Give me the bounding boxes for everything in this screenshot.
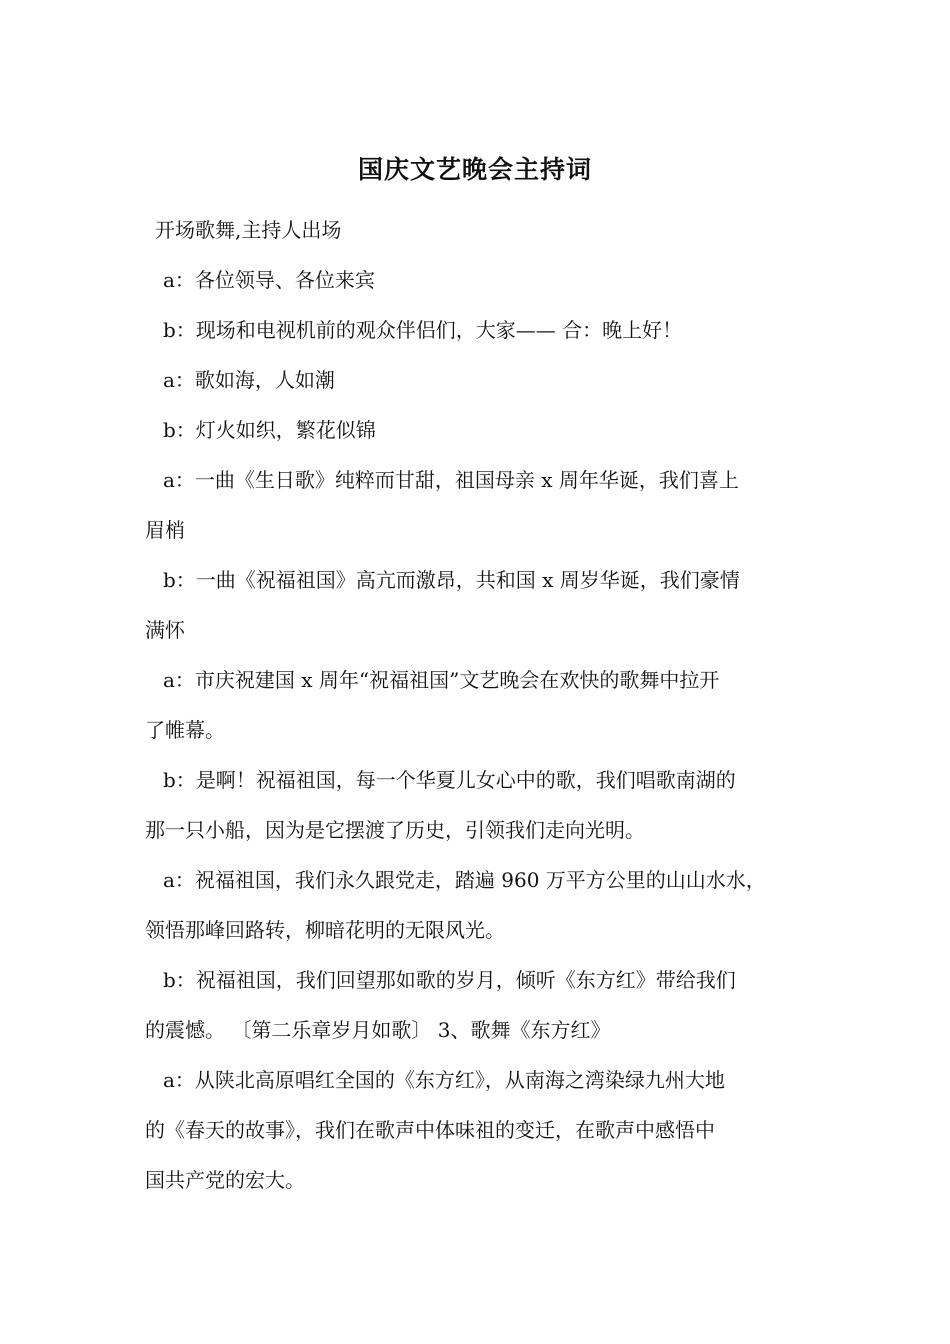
text-line: b：是啊！祝福祖国，每一个华夏儿女心中的歌，我们唱歌南湖的 (163, 768, 736, 792)
text-line: a：市庆祝建国 x 周年“祝福祖国”文艺晚会在欢快的歌舞中拉开 (163, 668, 720, 692)
text-line: a：歌如海，人如潮 (163, 368, 335, 392)
text-line: 了帷幕。 (145, 718, 225, 742)
text-line: a：一曲《生日歌》纯粹而甘甜，祖国母亲 x 周年华诞，我们喜上 (163, 468, 739, 492)
text-line: 满怀 (145, 618, 185, 642)
text-line: 那一只小船，因为是它摆渡了历史，引领我们走向光明。 (145, 818, 645, 842)
text-line: b：祝福祖国，我们回望那如歌的岁月，倾听《东方红》带给我们 (163, 968, 736, 992)
document-title: 国庆文艺晚会主持词 (357, 155, 592, 184)
text-line: b：一曲《祝福祖国》高亢而激昂，共和国 x 周岁华诞，我们豪情 (163, 568, 740, 592)
text-line: a：从陕北高原唱红全国的《东方红》，从南海之湾染绿九州大地 (163, 1068, 725, 1092)
text-line: b：现场和电视机前的观众伴侣们，大家—— 合：晚上好！ (163, 318, 683, 342)
text-line: b：灯火如织，繁花似锦 (163, 418, 376, 442)
text-line: a：各位领导、各位来宾 (163, 268, 375, 292)
text-line: a：祝福祖国，我们永久跟党走，踏遍 960 万平方公里的山山水水， (163, 868, 766, 892)
text-line: 的震憾。 〔第二乐章岁月如歌〕 3、歌舞《东方红》 (145, 1018, 611, 1042)
text-line: 眉梢 (145, 518, 185, 542)
text-line: 国共产党的宏大。 (145, 1168, 305, 1192)
text-line: 领悟那峰回路转，柳暗花明的无限风光。 (145, 918, 505, 942)
text-line: 的《春天的故事》，我们在歌声中体味祖的变迁，在歌声中感悟中 (145, 1118, 715, 1142)
document-body (145, 205, 813, 1205)
text-line: 开场歌舞,主持人出场 (155, 218, 342, 242)
